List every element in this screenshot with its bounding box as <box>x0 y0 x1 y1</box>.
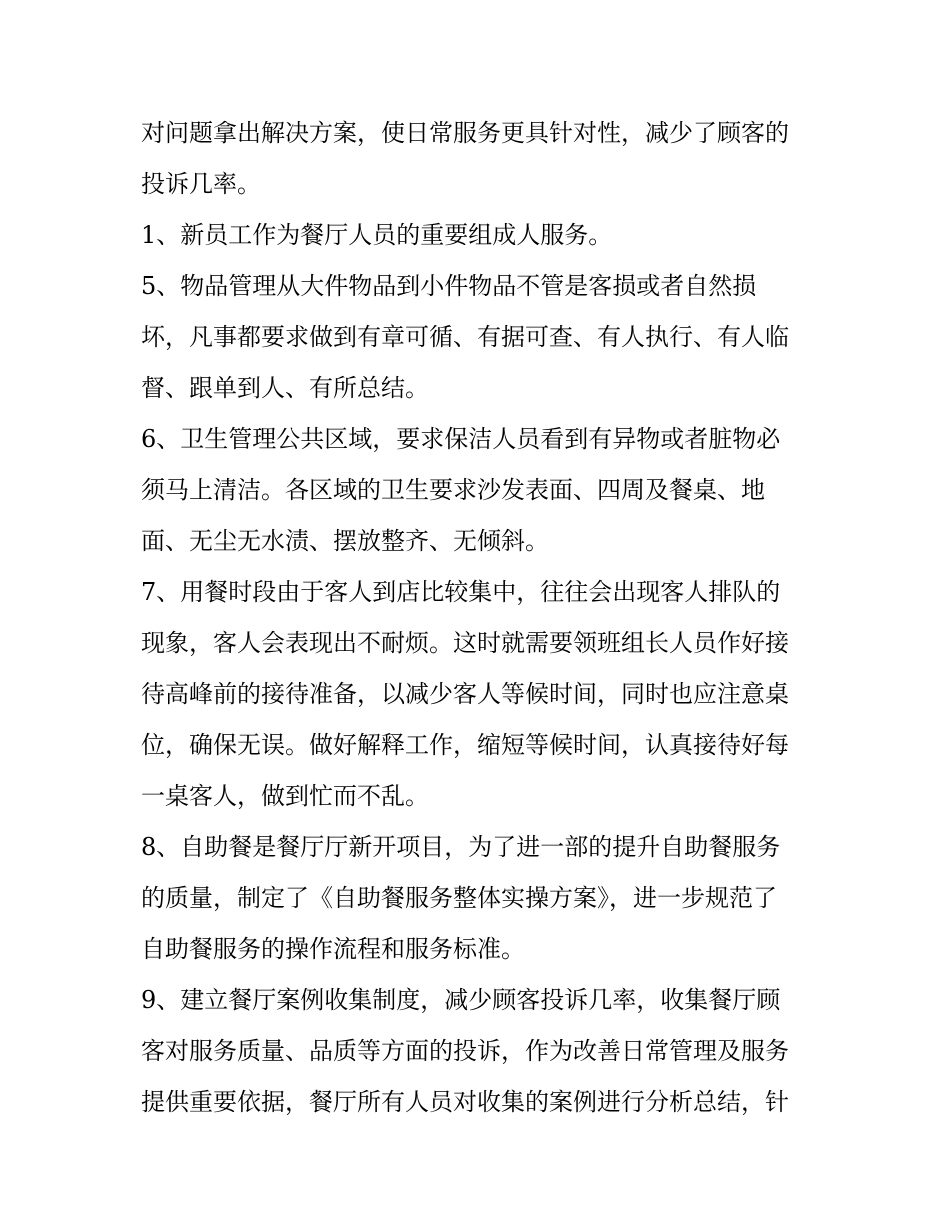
text-line: 的质量，制定了《自助餐服务整体实操方案》，进一步规范了 <box>141 884 777 912</box>
text-line: 现象，客人会表现出不耐烦。这时就需要领班组长人员作好接 <box>141 629 789 657</box>
text-line: 自助餐服务的操作流程和服务标准。 <box>141 935 525 963</box>
text-line: 待高峰前的接待准备，以减少客人等候时间，同时也应注意桌 <box>141 680 789 708</box>
text-line: 坏，凡事都要求做到有章可循、有据可查、有人执行、有人临 <box>141 323 789 351</box>
text-line: 5、物品管理从大件物品到小件物品不管是客损或者自然损 <box>141 272 757 300</box>
paragraph-item-1 <box>141 210 821 261</box>
text-line: 8、自助餐是餐厅厅新开项目，为了进一部的提升自助餐服务 <box>141 833 781 861</box>
text-line: 一桌客人，做到忙而不乱。 <box>141 782 429 810</box>
text-line: 1、新员工作为餐厅人员的重要组成人服务。 <box>141 221 613 249</box>
text-line: 面、无尘无水渍、摆放整齐、无倾斜。 <box>141 527 549 555</box>
paragraph-problem-solving <box>141 108 821 210</box>
document-body <box>141 108 821 1128</box>
text-line: 客对服务质量、品质等方面的投诉，作为改善日常管理及服务 <box>141 1037 789 1065</box>
text-line: 须马上清洁。各区域的卫生要求沙发表面、四周及餐桌、地 <box>141 476 765 504</box>
paragraph-item-9 <box>141 975 821 1128</box>
text-line: 9、建立餐厅案例收集制度，减少顾客投诉几率，收集餐厅顾 <box>141 986 781 1014</box>
text-line: 提供重要依据，餐厅所有人员对收集的案例进行分析总结，针 <box>141 1088 789 1116</box>
paragraph-item-6 <box>141 414 821 567</box>
paragraph-item-7 <box>141 567 821 822</box>
text-line: 督、跟单到人、有所总结。 <box>141 374 429 402</box>
paragraph-item-8 <box>141 822 821 975</box>
paragraph-item-5 <box>141 261 821 414</box>
text-line: 7、用餐时段由于客人到店比较集中，往往会出现客人排队的 <box>141 578 781 606</box>
text-line: 6、卫生管理公共区域，要求保洁人员看到有异物或者脏物必 <box>141 425 781 453</box>
text-line: 对问题拿出解决方案，使日常服务更具针对性，减少了顾客的 <box>141 119 789 147</box>
text-line: 投诉几率。 <box>141 170 261 198</box>
text-line: 位，确保无误。做好解释工作，缩短等候时间，认真接待好每 <box>141 731 789 759</box>
